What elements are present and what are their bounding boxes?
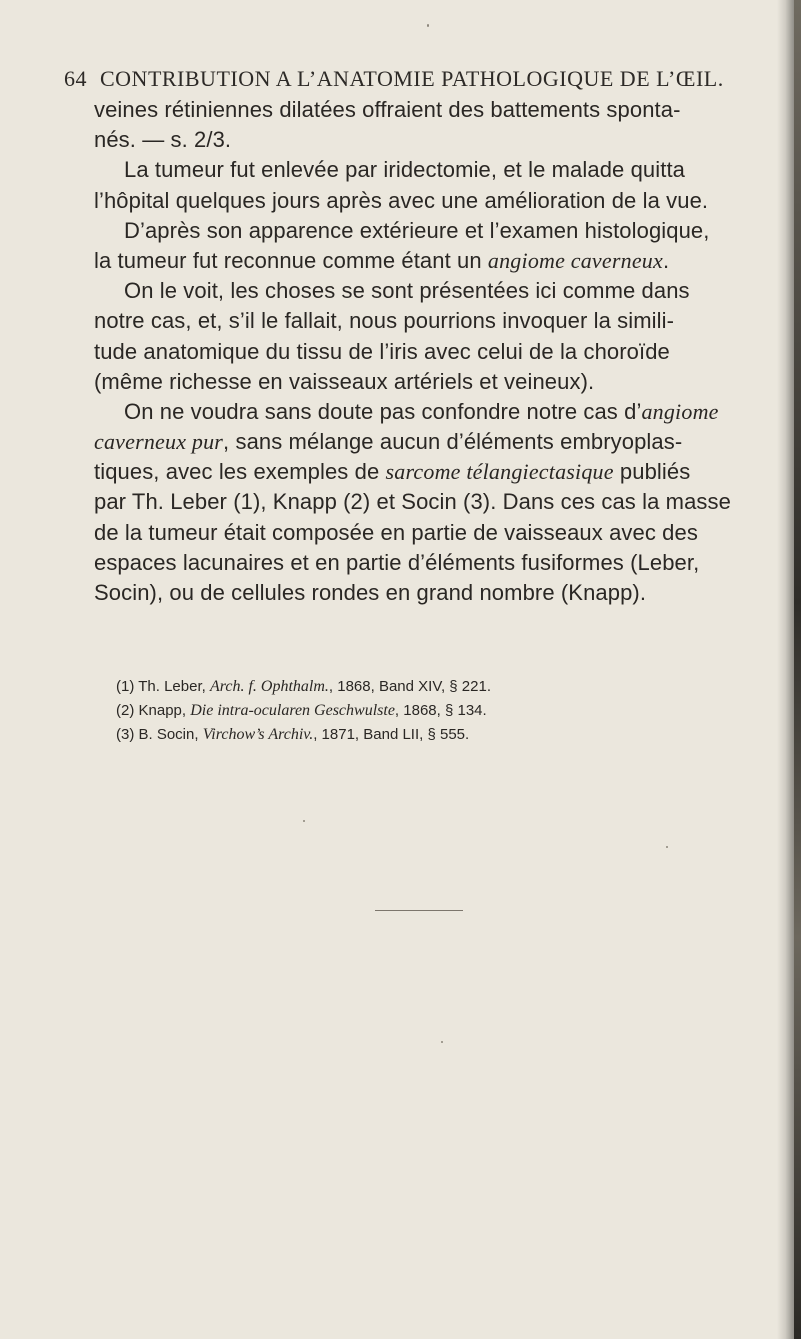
text-line: l’hôpital quelques jours après avec une amélioration de la vue. — [94, 187, 709, 213]
page-number: 64 — [64, 66, 87, 91]
text-line: espaces lacunaires et en partie d’éléments fusiformes (Leber, — [94, 549, 700, 575]
main-text — [94, 95, 752, 608]
text-line: nés. — s. 2/3. — [94, 127, 232, 153]
italic-term: angiome caverneux — [487, 247, 663, 273]
paper-speck — [441, 1041, 443, 1043]
text-line: de la tumeur était composée en partie de vaisseaux avec des — [94, 519, 698, 545]
text-line: par Th. Leber (1), Knapp (2) et Socin (3). Dans ces cas la masse — [94, 489, 731, 515]
paragraph-3 — [94, 276, 752, 397]
footnote-2: (2) Knapp, Die intra-ocularen Geschwulste, 1868, § 134. — [116, 702, 487, 719]
text-line: D’après son apparence extérieure et l’examen histologique, — [124, 217, 710, 243]
paragraph-1 — [94, 95, 752, 155]
footnote-3: (3) B. Socin, Virchow’s Archiv., 1871, Band LII, § 555. — [116, 726, 470, 743]
running-title: CONTRIBUTION A L’ANATOMIE PATHOLOGIQUE DE L’ŒIL. — [100, 66, 724, 91]
text-line: Socin), ou de cellules rondes en grand nombre (Knapp). — [94, 580, 647, 605]
text-line: caverneux pur, sans mélange aucun d’éléments embryoplas- — [94, 429, 683, 455]
italic-term: angiome — [641, 398, 719, 424]
text-line: On le voit, les choses se sont présentées ici comme dans — [124, 278, 690, 304]
italic-term: sarcome télangiectasique — [385, 459, 614, 485]
text-line: (même richesse en vaisseaux artériels et veineux). — [94, 368, 595, 394]
page-header — [64, 66, 724, 96]
paper-speck — [427, 24, 429, 27]
text-line: tiques, avec les exemples de sarcome télangiectasique publiés — [94, 459, 691, 485]
ink-rule — [375, 910, 463, 911]
footnote-title: Arch. f. Ophthalm. — [209, 678, 329, 695]
footnotes — [116, 675, 736, 747]
text-line: la tumeur fut reconnue comme étant un angiome caverneux. — [94, 247, 670, 273]
footnote-1: (1) Th. Leber, Arch. f. Ophthalm., 1868, Band XIV, § 221. — [116, 678, 491, 695]
text-line: La tumeur fut enlevée par iridectomie, et le malade quitta — [124, 157, 685, 183]
italic-term: caverneux pur — [94, 429, 224, 455]
page-edge — [794, 0, 801, 1339]
paper-speck — [303, 820, 305, 822]
text-line: veines rétiniennes dilatées offraient des battements sponta- — [94, 97, 681, 122]
text-line: notre cas, et, s’il le fallait, nous pourrions invoquer la simili- — [94, 308, 675, 334]
text-line: On ne voudra sans doute pas confondre notre cas d’angiome — [124, 398, 719, 424]
footnote-title: Die intra-ocularen Geschwulste — [190, 702, 395, 719]
paragraph-2 — [94, 155, 752, 276]
paper-speck — [666, 846, 668, 848]
paragraph-4 — [94, 397, 752, 608]
text-line: tude anatomique du tissu de l’iris avec celui de la choroïde — [94, 338, 670, 364]
footnote-title: Virchow’s Archiv. — [202, 726, 314, 743]
